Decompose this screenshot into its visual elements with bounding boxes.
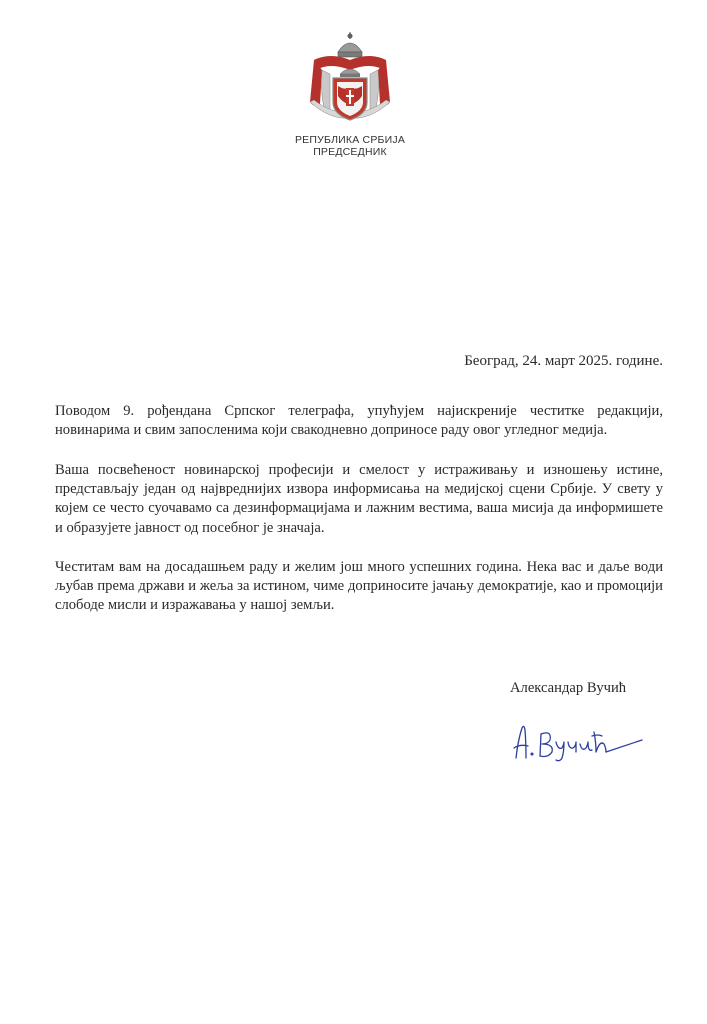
paragraph-3: Честитам вам на досадашњем раду и желим још много успешних година. Нека вас и даље води љубав према држави и жеља за истином, чиме доприносите јачању демократије, као и промоцији слободе мисли и изражавања у нашој земљи.: [55, 559, 663, 614]
paragraph-1: Поводом 9. рођендана Српског телеграфа, упућујем најискреније честитке редакцији, новинарима и свим запосленима који свакодневно доприносе раду овог угледног медија.: [55, 403, 663, 439]
handwritten-signature-icon: [510, 722, 650, 762]
serbian-coat-of-arms-icon: [300, 30, 400, 130]
letterhead: [270, 30, 430, 158]
paragraph-2: Ваша посвећеност новинарској професији и смелост у истраживању и изношењу истине, представљају један од највреднијих извора информисања на медијској сцени Србије. У свету у којем се често суочавамо са дезинформацијама и лажним вестима, ваша мисија да информишете и образујете јавност од посебног је значаја.: [55, 462, 663, 536]
letterhead-republic: РЕПУБЛИКА СРБИЈА: [294, 134, 406, 146]
letterhead-office: ПРЕДСЕДНИК: [313, 146, 387, 158]
date-line: Београд, 24. март 2025. године.: [464, 353, 663, 369]
signer-name: Александар Вучић: [510, 680, 627, 696]
